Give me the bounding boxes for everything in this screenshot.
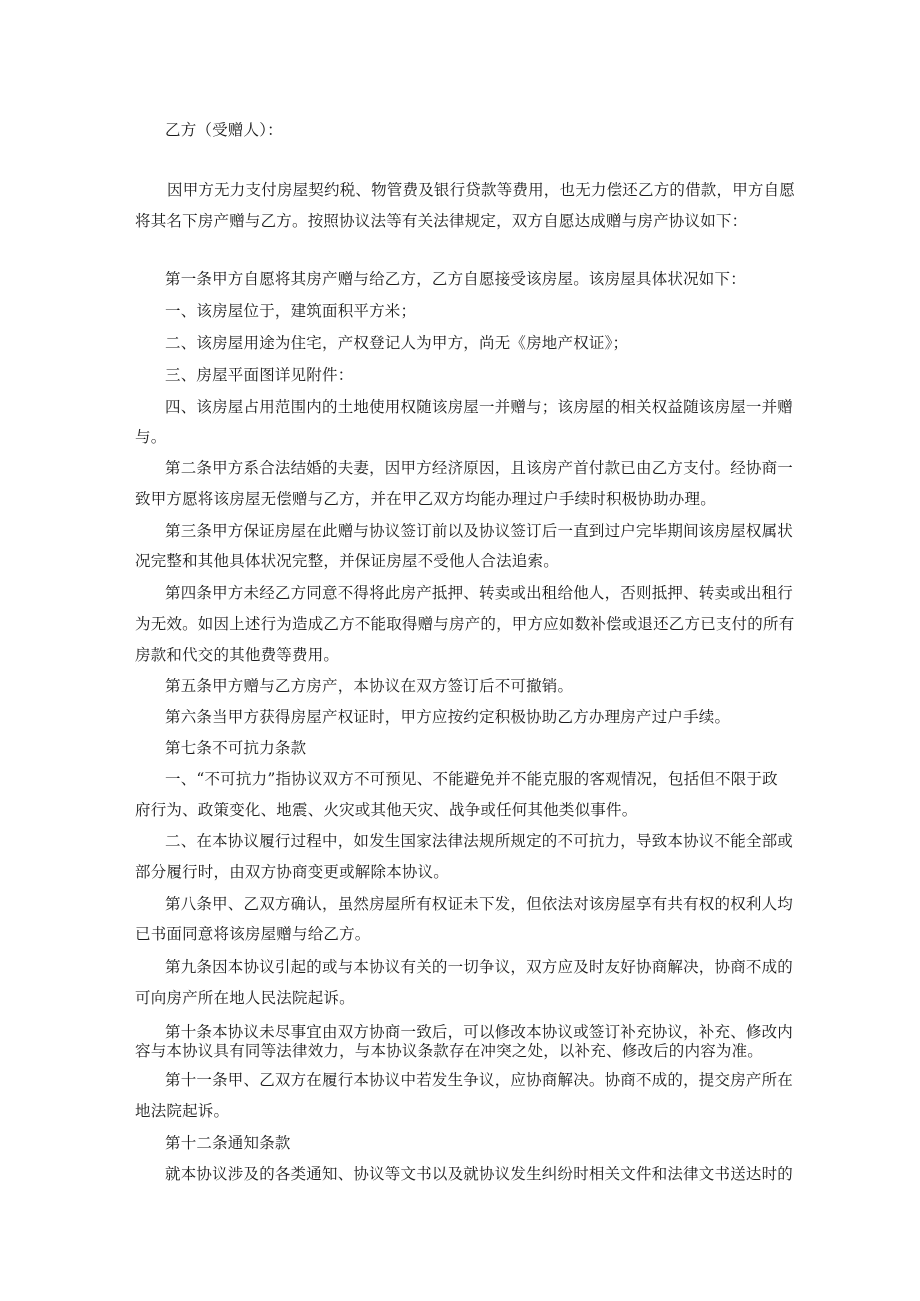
article9-line-2: 可向房产所在地人民法院起诉。 bbox=[135, 989, 355, 1007]
article10-line-1: 第十条本协议未尽事宜由双方协商一致后，可以修改本协议或签订补充协议，补充、修改内 bbox=[165, 1023, 794, 1041]
article3-line-2: 况完整和其他具体状况完整，并保证房屋不受他人合法追索。 bbox=[135, 552, 559, 570]
article2-line-2: 致甲方愿将该房屋无偿赠与乙方，并在甲乙双方均能办理过户手续时积极协助办理。 bbox=[135, 490, 716, 508]
article1-item1: 一、该房屋位于，建筑面积平方米； bbox=[165, 302, 417, 320]
article12-heading: 第十二条通知条款 bbox=[165, 1134, 291, 1152]
article4-line-2: 为无效。如因上述行为造成乙方不能取得赠与房产的，甲方应如数补偿或退还乙方已支付的所有 bbox=[135, 615, 795, 633]
article4-line-1: 第四条甲方未经乙方同意不得将此房产抵押、转卖或出租给他人，否则抵押、转卖或出租行 bbox=[165, 584, 794, 602]
article3-line-1: 第三条甲方保证房屋在此赠与协议签订前以及协议签订后一直到过户完毕期间该房屋权属状 bbox=[165, 522, 794, 540]
article1-item3: 三、房屋平面图详见附件： bbox=[165, 366, 354, 384]
article1-item4-line-2: 与。 bbox=[135, 428, 167, 446]
article7-item2-line-2: 部分履行时，由双方协商变更或解除本协议。 bbox=[135, 863, 450, 881]
article11-line-1: 第十一条甲、乙双方在履行本协议中若发生争议，应协商解决。协商不成的，提交房产所在 bbox=[165, 1071, 794, 1089]
article12-text-line-1: 就本协议涉及的各类通知、协议等文书以及就协议发生纠纷时相关文件和法律文书送达时的 bbox=[165, 1165, 794, 1183]
article7-item1-line-2: 府行为、政策变化、地震、火灾或其他天灾、战争或任何其他类似事件。 bbox=[135, 801, 638, 819]
article7-item1-line-1: 一、“不可抗力”指协议双方不可预见、不能避免并不能克服的客观情况，包括但不限于政 bbox=[165, 770, 778, 788]
article1-item4-line-1: 四、该房屋占用范围内的土地使用权随该房屋一并赠与；该房屋的相关权益随该房屋一并赠 bbox=[165, 398, 794, 416]
intro-line-1: 因甲方无力支付房屋契约税、物管费及银行贷款等费用，也无力偿还乙方的借款，甲方自愿 bbox=[167, 181, 796, 199]
article5-line: 第五条甲方赠与乙方房产，本协议在双方签订后不可撤销。 bbox=[165, 677, 574, 695]
party-b-line: 乙方（受赠人）： bbox=[165, 121, 283, 139]
article6-line: 第六条当甲方获得房屋产权证时，甲方应按约定积极协助乙方办理房产过户手续。 bbox=[165, 708, 731, 726]
article1-line: 第一条甲方自愿将其房产赠与给乙方，乙方自愿接受该房屋。该房屋具体状况如下： bbox=[165, 270, 746, 288]
article11-line-2: 地法院起诉。 bbox=[135, 1102, 230, 1120]
article4-line-3: 房款和代交的其他费等费用。 bbox=[135, 646, 340, 664]
article7-heading: 第七条不可抗力条款 bbox=[165, 739, 307, 757]
article2-line-1: 第二条甲方系合法结婚的夫妻，因甲方经济原因，且该房产首付款已由乙方支付。经协商一 bbox=[165, 459, 794, 477]
article10-line-2: 容与本协议具有同等法律效力，与本协议条款存在冲突之处，以补充、修改后的内容为准。 bbox=[135, 1042, 764, 1060]
article9-line-1: 第九条因本协议引起的或与本协议有关的一切争议，双方应及时友好协商解决，协商不成的 bbox=[165, 958, 794, 976]
article7-item2-line-1: 二、在本协议履行过程中，如发生国家法律法规所规定的不可抗力，导致本协议不能全部或 bbox=[165, 832, 794, 850]
article8-line-1: 第八条甲、乙双方确认，虽然房屋所有权证未下发，但依法对该房屋享有共有权的权利人均 bbox=[165, 895, 794, 913]
article1-item2: 二、该房屋用途为住宅，产权登记人为甲方，尚无《房地产权证》； bbox=[165, 334, 629, 352]
intro-line-2: 将其名下房产赠与乙方。按照协议法等有关法律规定，双方自愿达成赠与房产协议如下： bbox=[135, 212, 748, 230]
article8-line-2: 已书面同意将该房屋赠与给乙方。 bbox=[135, 925, 371, 943]
